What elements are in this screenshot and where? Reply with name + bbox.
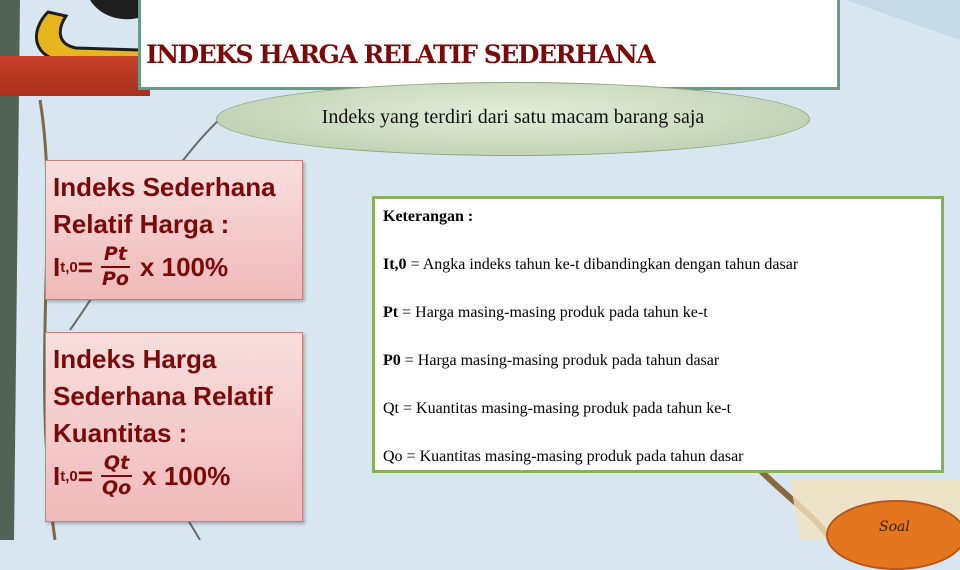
formula-tail: x 100%	[139, 251, 229, 282]
item-text: = Harga masing-masing produk pada tahun dasar	[400, 352, 720, 369]
subtitle-ellipse	[216, 82, 810, 156]
price-index-box	[45, 160, 303, 300]
keterangan-title: Keterangan :	[383, 208, 474, 225]
page-title: INDEKS HARGA RELATIF SEDERHANA	[146, 40, 655, 69]
formula-lhs: I	[53, 251, 61, 282]
formula-lhs: I	[53, 460, 61, 491]
quantity-index-box	[45, 332, 303, 522]
formula-denominator: Qo	[101, 477, 132, 499]
item-term: Pt	[383, 304, 399, 321]
red-tab-decoration	[0, 56, 150, 96]
keterangan-item	[383, 351, 941, 399]
formula-eq: =	[77, 251, 93, 282]
keterangan-item	[383, 447, 941, 495]
item-text: = Kuantitas masing-masing produk pada tahun ke-t	[399, 400, 732, 417]
formula-eq: =	[77, 460, 93, 491]
subtitle-text: Indeks yang terdiri dari satu macam barang saja	[321, 105, 705, 128]
formula-fraction	[99, 452, 134, 500]
item-text: = Harga masing-masing produk pada tahun ke-t	[398, 304, 708, 321]
banana-logo-icon	[36, 0, 140, 62]
box1-line-1: Indeks Sederhana	[53, 172, 276, 202]
item-term: It,0	[383, 256, 407, 273]
item-term: Qo	[383, 448, 403, 465]
item-term: P0	[383, 352, 401, 369]
keterangan-box	[372, 196, 944, 473]
formula-sub: t,0	[60, 467, 78, 485]
item-text: = Kuantitas masing-masing produk pada tahun dasar	[402, 448, 744, 465]
formula-tail: x 100%	[142, 460, 231, 491]
formula-denominator: Po	[101, 268, 129, 290]
box2-line-2: Sederhana Relatif	[53, 381, 273, 411]
price-index-formula	[46, 243, 302, 291]
keterangan-item	[383, 303, 941, 351]
formula-fraction	[99, 243, 132, 291]
soal-link[interactable]: Soal	[879, 519, 910, 535]
soal-button[interactable]	[826, 500, 960, 570]
item-term: Qt	[383, 400, 399, 417]
formula-sub: t,0	[60, 258, 78, 276]
box2-line-1: Indeks Harga	[53, 344, 217, 374]
box1-line-2: Relatif Harga :	[53, 209, 230, 239]
formula-numerator: Qt	[101, 452, 132, 477]
formula-numerator: Pt	[101, 243, 130, 268]
box2-line-3: Kuantitas :	[53, 418, 188, 448]
item-text: = Angka indeks tahun ke-t dibandingkan dengan tahun dasar	[406, 256, 799, 273]
keterangan-item	[383, 399, 941, 447]
keterangan-item	[383, 255, 941, 303]
quantity-index-formula	[46, 452, 302, 500]
